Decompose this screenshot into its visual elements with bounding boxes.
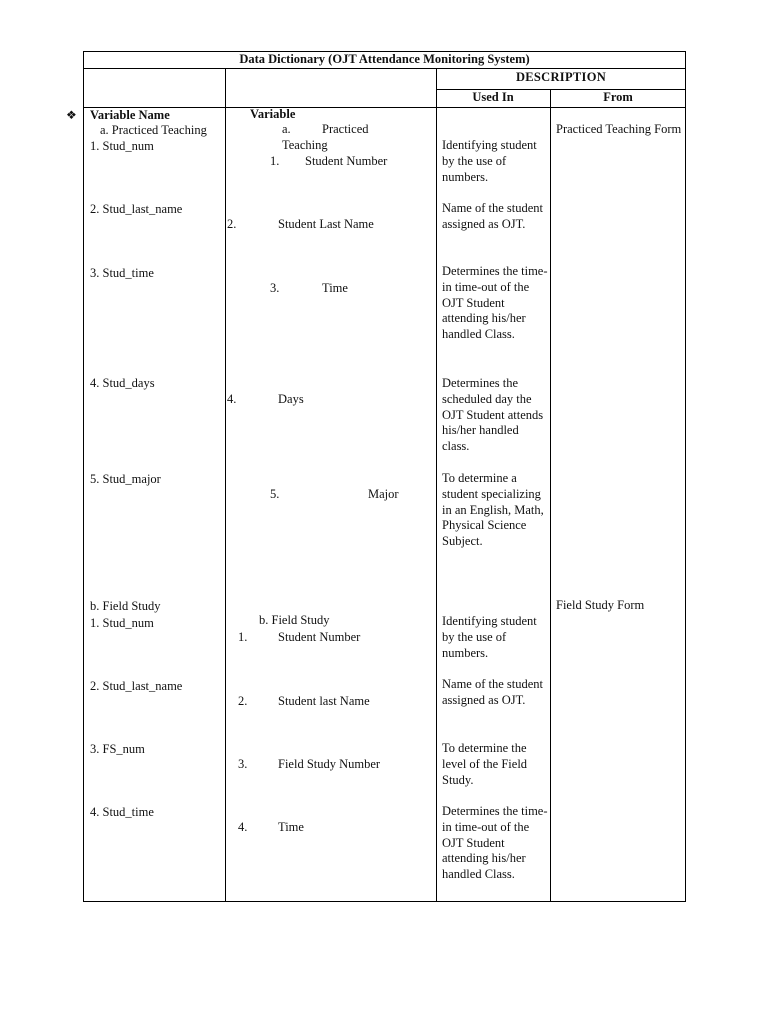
table-row-a5-var: Major bbox=[368, 487, 399, 501]
diamond-bullet-icon: ❖ bbox=[66, 108, 77, 122]
table-row-b4-name: 4. Stud_time bbox=[90, 805, 154, 819]
header-rule bbox=[84, 107, 685, 108]
table-row-b4-var: Time bbox=[278, 820, 304, 834]
table-row-a3-used-in: Determines the time-in time-out of the OJT Student attending his/her handled Class. bbox=[442, 264, 548, 342]
table-row-b2-num: 2. bbox=[238, 694, 248, 708]
section-b-from: Field Study Form bbox=[556, 598, 645, 612]
section-a-from: Practiced Teaching Form bbox=[556, 122, 682, 136]
col-rule-2 bbox=[436, 68, 437, 902]
table-row-a5-num: 5. bbox=[270, 487, 280, 501]
table-row-b2-used-in: Name of the student assigned as OJT. bbox=[442, 677, 544, 707]
title-rule bbox=[84, 68, 685, 69]
table-row-b2-var: Student last Name bbox=[278, 694, 370, 708]
table-row-a4-num: 4. bbox=[227, 392, 237, 406]
table-row-a1-name: 1. Stud_num bbox=[90, 139, 154, 153]
table-row-b3-name: 3. FS_num bbox=[90, 742, 145, 756]
table-row-a4-name: 4. Stud_days bbox=[90, 376, 155, 390]
table-row-b2-name: 2. Stud_last_name bbox=[90, 679, 183, 693]
table-row-b4-used-in: Determines the time-in time-out of the OJT Student attending his/her handled Class. bbox=[442, 804, 548, 882]
table-row-a3-var: Time bbox=[322, 281, 348, 295]
section-b-name-heading: b. Field Study bbox=[90, 599, 161, 613]
table-row-b3-used-in: To determine the level of the Field Study. bbox=[442, 741, 528, 787]
table-row-a5-name: 5. Stud_major bbox=[90, 472, 161, 486]
description-header: DESCRIPTION bbox=[515, 70, 607, 84]
table-row-a1-var: Student Number bbox=[305, 154, 388, 168]
table-row-a4-used-in: Determines the scheduled day the OJT Student attends his/her handled class. bbox=[442, 376, 544, 454]
table-row-a2-num: 2. bbox=[227, 217, 237, 231]
table-row-b3-num: 3. bbox=[238, 757, 248, 771]
table-row-a5-used-in: To determine a student specializing in an English, Math, Physical Science Subject. bbox=[442, 471, 544, 549]
section-a-var-letter: a. bbox=[282, 122, 291, 136]
table-row-a4-var: Days bbox=[278, 392, 304, 406]
section-a-var-heading-2: Teaching bbox=[282, 138, 328, 152]
table-row-b1-used-in: Identifying student by the use of numbers. bbox=[442, 614, 537, 660]
table-row-b1-num: 1. bbox=[238, 630, 248, 644]
section-a-var-heading-1: Practiced bbox=[322, 122, 369, 136]
table-row-a2-used-in: Name of the student assigned as OJT. bbox=[442, 201, 544, 231]
used-in-header: Used In bbox=[472, 90, 514, 104]
section-a-name-heading: a. Practiced Teaching bbox=[100, 123, 207, 137]
table-row-b4-num: 4. bbox=[238, 820, 248, 834]
table-row-a2-name: 2. Stud_last_name bbox=[90, 202, 183, 216]
variable-name-header: Variable Name bbox=[90, 108, 170, 122]
table-row-b1-var: Student Number bbox=[278, 630, 361, 644]
table-row-b1-name: 1. Stud_num bbox=[90, 616, 154, 630]
from-header: From bbox=[603, 90, 633, 104]
col-rule-3 bbox=[550, 89, 551, 902]
section-b-var-heading: b. Field Study bbox=[259, 613, 330, 627]
data-dictionary-table bbox=[83, 51, 686, 902]
table-title: Data Dictionary (OJT Attendance Monitoring System) bbox=[239, 52, 530, 66]
table-row-a2-var: Student Last Name bbox=[278, 217, 374, 231]
table-row-b3-var: Field Study Number bbox=[278, 757, 381, 771]
table-row-a1-used-in: Identifying student by the use of numbers. bbox=[442, 138, 537, 184]
table-row-a3-num: 3. bbox=[270, 281, 280, 295]
col-rule-1 bbox=[225, 68, 226, 902]
table-row-a1-num: 1. bbox=[270, 154, 280, 168]
table-row-a3-name: 3. Stud_time bbox=[90, 266, 154, 280]
variable-header: Variable bbox=[250, 107, 296, 121]
